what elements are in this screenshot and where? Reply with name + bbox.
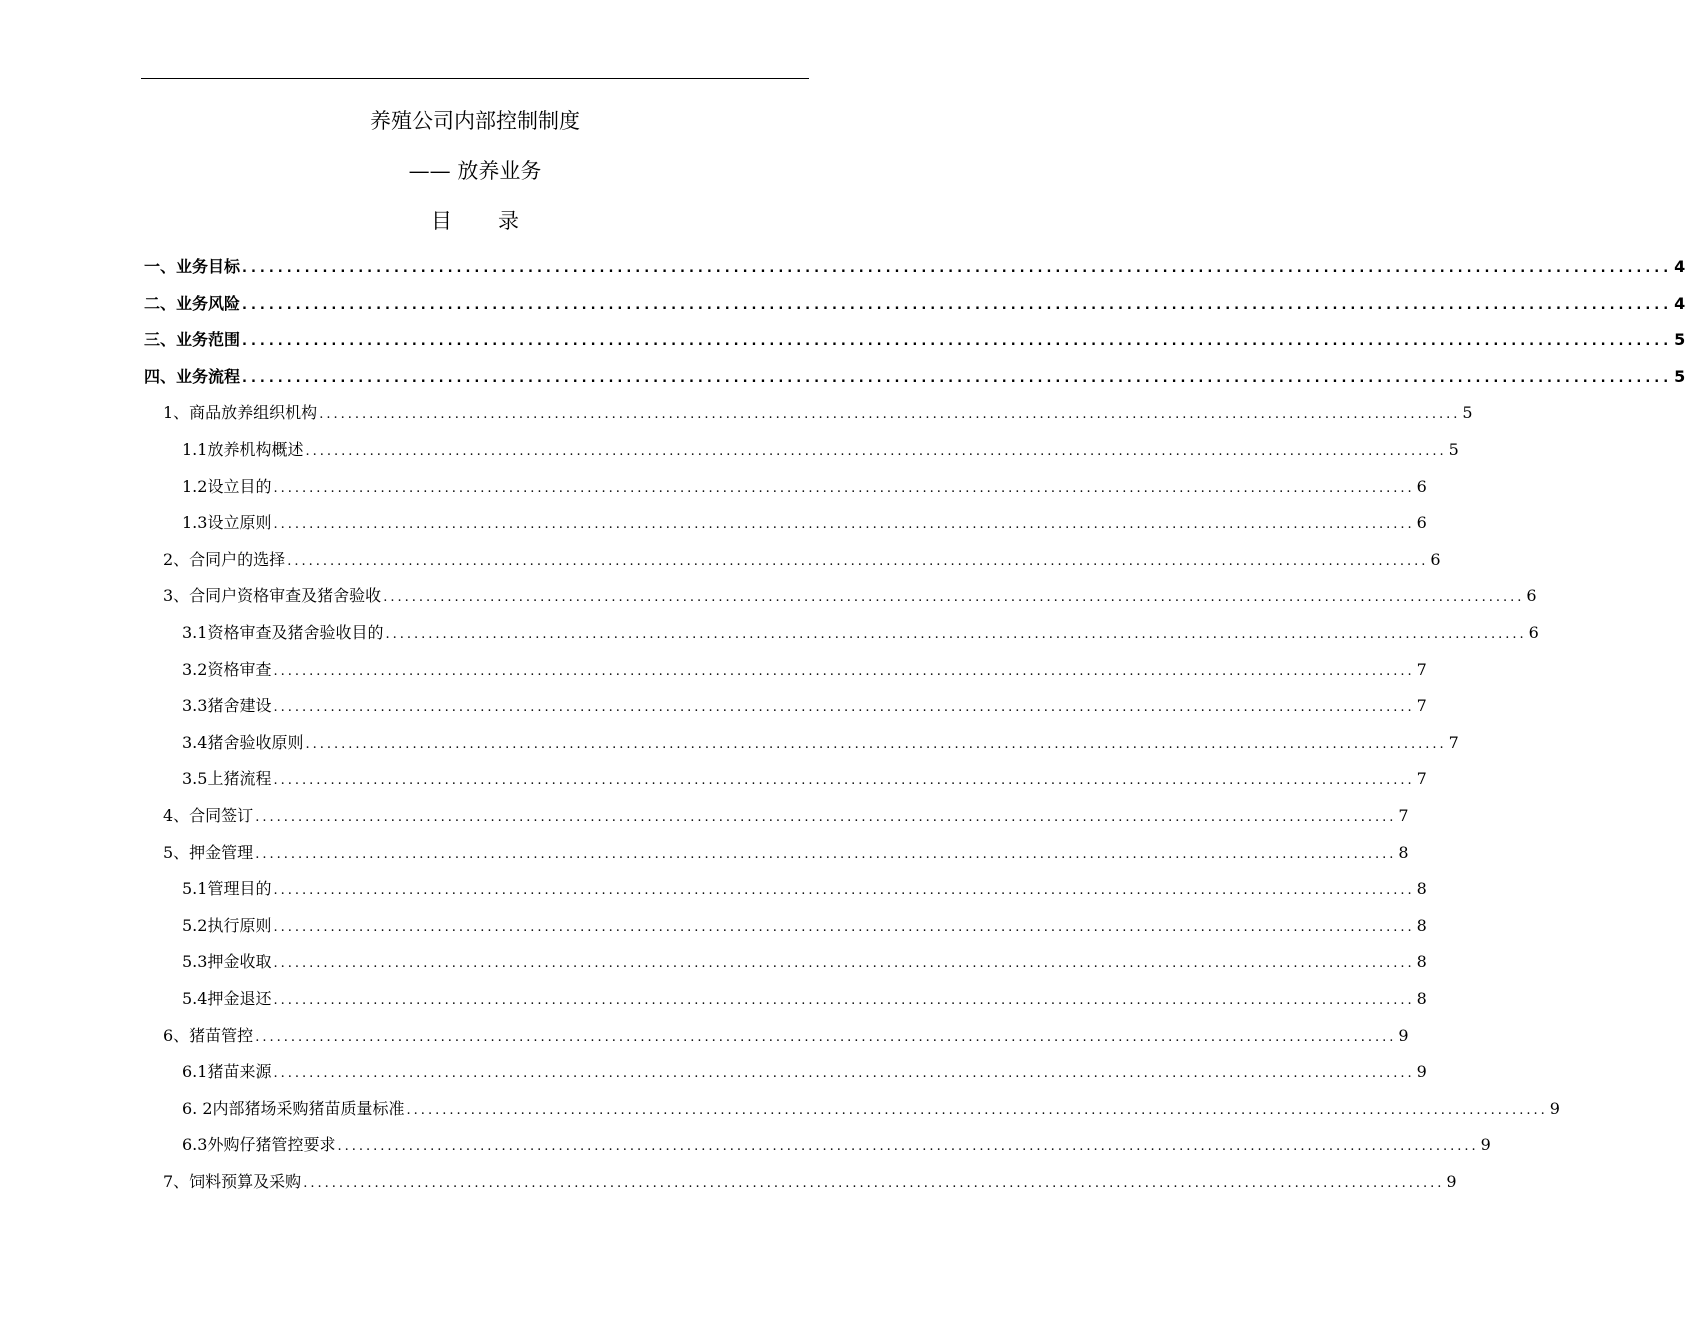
document-title: 养殖公司内部控制制度 — [370, 109, 580, 133]
toc-entry-label: 3、合同户资格审查及猪舍验收 — [163, 586, 382, 606]
toc-entry[interactable] — [144, 365, 1686, 389]
toc-leader-dots: ................................................................................................................................................................ — [255, 810, 1397, 825]
toc-entry[interactable] — [163, 804, 1409, 828]
toc-entry-page-number: 8 — [1416, 879, 1427, 899]
toc-entry-label: 3.5上猪流程 — [182, 769, 272, 789]
toc-leader-dots: ................................................................................................................................................................ — [273, 919, 1415, 935]
toc-entry[interactable] — [144, 292, 1686, 316]
toc-leader-dots: ................................................................................................................................................................ — [242, 261, 1673, 276]
toc-entry-page-number: 9 — [1480, 1135, 1491, 1155]
toc-entry-page-number: 9 — [1398, 1025, 1409, 1045]
toc-entry-page-number: 8 — [1398, 842, 1409, 862]
toc-entry-page-number: 6 — [1416, 476, 1427, 496]
toc-entry-label: 7、饲料预算及采购 — [163, 1172, 302, 1191]
toc-entry-page-number: 6 — [1430, 549, 1441, 569]
toc-leader-dots: ................................................................................................................................................................ — [303, 1176, 1445, 1191]
toc-entry-page-number: 6 — [1528, 623, 1539, 642]
toc-leader-dots: ................................................................................................................................................................ — [273, 663, 1415, 679]
toc-entry-page-number: 8 — [1416, 989, 1427, 1008]
toc-entry-page-number: 4 — [1674, 257, 1686, 276]
toc-entry-page-number: 5 — [1448, 440, 1459, 459]
toc-entry-page-number: 9 — [1416, 1062, 1427, 1082]
toc-entry[interactable] — [182, 987, 1427, 1011]
toc-leader-dots: ................................................................................................................................................................ — [273, 517, 1415, 533]
toc-entry-label: 一、业务目标 — [144, 257, 241, 276]
toc-entry[interactable] — [182, 1133, 1491, 1157]
toc-leader-dots: ................................................................................................................................................................ — [242, 334, 1673, 350]
toc-leader-dots: ................................................................................................................................................................ — [273, 480, 1415, 496]
toc-leader-dots: ................................................................................................................................................................ — [273, 883, 1415, 899]
toc-leader-dots: ................................................................................................................................................................ — [255, 846, 1397, 862]
toc-leader-dots: ................................................................................................................................................................ — [305, 736, 1447, 752]
toc-entry[interactable] — [163, 841, 1409, 865]
toc-leader-dots: ................................................................................................................................................................ — [273, 700, 1415, 716]
toc-entry-page-number: 5 — [1462, 403, 1473, 423]
toc-leader-dots: ................................................................................................................................................................ — [242, 370, 1673, 386]
toc-entry-page-number: 9 — [1446, 1172, 1457, 1191]
toc-entry-label: 6.3外购仔猪管控要求 — [182, 1135, 336, 1155]
toc-leader-dots: ................................................................................................................................................................ — [319, 407, 1461, 423]
toc-entry-label: 4、合同签订 — [163, 806, 254, 825]
toc-entry-label: 3.3猪舍建设 — [182, 696, 272, 716]
toc-entry[interactable] — [182, 1097, 1560, 1121]
toc-entry[interactable] — [163, 401, 1473, 425]
toc-entry[interactable] — [182, 1060, 1427, 1084]
toc-leader-dots: ................................................................................................................................................................ — [273, 956, 1415, 972]
toc-leader-dots: ................................................................................................................................................................ — [305, 444, 1447, 459]
toc-entry-label: 5.1管理目的 — [182, 879, 272, 899]
toc-entry-page-number: 4 — [1674, 293, 1686, 313]
toc-entry-page-number: 8 — [1416, 952, 1427, 972]
toc-entry-label: 1.1放养机构概述 — [182, 440, 304, 459]
toc-entry[interactable] — [182, 475, 1427, 499]
toc-entry[interactable] — [182, 511, 1427, 535]
toc-entry[interactable] — [182, 767, 1427, 791]
toc-entry-label: 5、押金管理 — [163, 842, 254, 862]
toc-entry-page-number: 6 — [1526, 586, 1537, 606]
toc-entry[interactable] — [144, 328, 1686, 352]
toc-entry-page-number: 7 — [1416, 696, 1427, 716]
toc-entry-page-number: 9 — [1549, 1098, 1560, 1118]
toc-entry[interactable] — [182, 950, 1427, 974]
toc-entry[interactable] — [182, 731, 1459, 755]
toc-entry[interactable] — [182, 694, 1427, 718]
toc-entry-label: 6.1猪苗来源 — [182, 1062, 272, 1082]
toc-entry-page-number: 7 — [1416, 769, 1427, 789]
toc-entry-label: 2、合同户的选择 — [163, 549, 286, 569]
toc-entry-label: 三、业务范围 — [144, 330, 241, 350]
toc-leader-dots: ................................................................................................................................................................ — [242, 297, 1673, 313]
toc-heading-right: 录 — [498, 209, 519, 233]
toc-leader-dots: ................................................................................................................................................................ — [273, 993, 1415, 1008]
toc-entry-page-number: 8 — [1416, 915, 1427, 935]
toc-leader-dots: ................................................................................................................................................................ — [273, 773, 1415, 789]
toc-entry[interactable] — [163, 548, 1441, 572]
toc-entry-label: 1.3设立原则 — [182, 513, 272, 533]
toc-leader-dots: ................................................................................................................................................................ — [287, 553, 1429, 569]
toc-entry-label: 二、业务风险 — [144, 293, 241, 313]
toc-leader-dots: ................................................................................................................................................................ — [406, 1102, 1548, 1118]
toc-entry-label: 1、商品放养组织机构 — [163, 403, 318, 423]
toc-entry[interactable] — [182, 658, 1427, 682]
toc-entry-label: 5.3押金收取 — [182, 952, 272, 972]
toc-heading-left: 目 — [431, 209, 452, 233]
toc-entry-page-number: 5 — [1674, 366, 1686, 386]
toc-entry-label: 6. 2内部猪场采购猪苗质量标准 — [182, 1098, 405, 1118]
toc-entry-page-number: 6 — [1416, 513, 1427, 533]
toc-entry-page-number: 5 — [1674, 330, 1686, 350]
document-subtitle: —— 放养业务 — [408, 159, 542, 183]
toc-entry[interactable] — [182, 877, 1427, 901]
toc-leader-dots: ................................................................................................................................................................ — [383, 590, 1525, 606]
toc-leader-dots: ................................................................................................................................................................ — [385, 627, 1527, 642]
toc-heading — [0, 208, 950, 234]
toc-entry-label: 3.1资格审查及猪舍验收目的 — [182, 623, 384, 642]
toc-entry-label: 四、业务流程 — [144, 366, 241, 386]
toc-entry-page-number: 7 — [1448, 732, 1459, 752]
toc-entry[interactable] — [163, 1024, 1409, 1048]
toc-entry[interactable] — [182, 438, 1459, 462]
toc-entry-label: 1.2设立目的 — [182, 476, 272, 496]
toc-entry-page-number: 7 — [1398, 806, 1409, 825]
toc-entry-label: 6、猪苗管控 — [163, 1025, 254, 1045]
toc-leader-dots: ................................................................................................................................................................ — [273, 1066, 1415, 1082]
toc-entry[interactable] — [144, 255, 1686, 279]
toc-entry[interactable] — [163, 584, 1537, 608]
toc-leader-dots: ................................................................................................................................................................ — [337, 1139, 1479, 1155]
toc-leader-dots: ................................................................................................................................................................ — [255, 1029, 1397, 1045]
toc-entry-label: 3.4猪舍验收原则 — [182, 732, 304, 752]
toc-entry-label: 5.2执行原则 — [182, 915, 272, 935]
toc-entry[interactable] — [182, 621, 1539, 645]
toc-entry-label: 5.4押金退还 — [182, 989, 272, 1008]
header-rule — [141, 78, 809, 79]
toc-entry[interactable] — [182, 914, 1427, 938]
toc-entry-page-number: 7 — [1416, 659, 1427, 679]
toc-entry-label: 3.2资格审查 — [182, 659, 272, 679]
toc-entry[interactable] — [163, 1170, 1457, 1194]
